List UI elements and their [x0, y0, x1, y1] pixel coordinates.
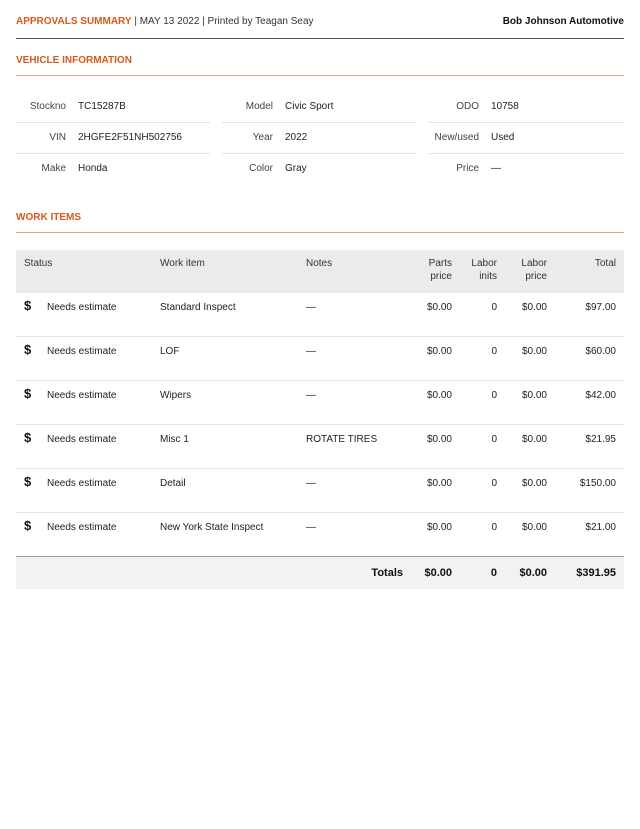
field-value: 10758 [491, 101, 519, 112]
row-status: Needs estimate [47, 390, 117, 401]
row-labor-inits: 0 [491, 522, 497, 533]
field-label: Stockno [29, 101, 66, 112]
table-row[interactable] [16, 469, 624, 513]
row-notes: — [306, 346, 316, 357]
row-labor-inits: 0 [491, 302, 497, 313]
row-status: Needs estimate [47, 478, 117, 489]
dollar-icon: $ [24, 474, 32, 489]
report-meta: | MAY 13 2022 | Printed by Teagan Seay [131, 16, 314, 27]
row-work-item: Wipers [160, 390, 192, 401]
row-notes: — [306, 390, 316, 401]
col-parts-price-line2: price [430, 270, 452, 282]
col-status: Status [24, 258, 53, 269]
row-notes: — [306, 302, 316, 313]
vehicle-field [16, 154, 210, 184]
row-labor-inits: 0 [491, 346, 497, 357]
table-header [16, 250, 624, 293]
row-parts-price: $0.00 [426, 434, 452, 445]
row-parts-price: $0.00 [426, 390, 452, 401]
vehicle-col-2 [222, 92, 416, 184]
field-label: Model [245, 101, 273, 112]
field-label: New/used [434, 132, 479, 143]
row-total: $21.00 [585, 522, 616, 533]
row-parts-price: $0.00 [426, 522, 452, 533]
row-labor-price: $0.00 [521, 302, 547, 313]
row-work-item: Misc 1 [160, 434, 189, 445]
dollar-icon: $ [24, 386, 32, 401]
report-header [16, 14, 624, 39]
row-notes: — [306, 522, 316, 533]
field-value: Honda [78, 163, 108, 174]
vehicle-section-title: VEHICLE INFORMATION [16, 55, 624, 76]
field-label: Color [249, 163, 273, 174]
col-labor-inits-line1: Labor [471, 258, 497, 269]
vehicle-field [222, 123, 416, 154]
totals-labor-inits: 0 [490, 567, 497, 579]
field-value: TC15287B [78, 101, 126, 112]
row-total: $42.00 [585, 390, 616, 401]
totals-row [16, 556, 624, 589]
col-labor-inits-line2: inits [479, 270, 497, 282]
row-labor-price: $0.00 [521, 522, 547, 533]
totals-parts-price: $0.00 [424, 567, 452, 579]
vehicle-col-3 [428, 92, 624, 184]
row-status: Needs estimate [47, 346, 117, 357]
col-total: Total [594, 258, 616, 269]
vehicle-field [428, 123, 624, 154]
table-row[interactable] [16, 425, 624, 469]
work-section-title: WORK ITEMS [16, 212, 624, 233]
header-left [16, 16, 314, 27]
vehicle-field [222, 92, 416, 123]
row-parts-price: $0.00 [426, 346, 452, 357]
row-work-item: New York State Inspect [160, 522, 264, 533]
row-work-item: Standard Inspect [160, 302, 236, 313]
row-total: $150.00 [579, 478, 616, 489]
report-title: APPROVALS SUMMARY [16, 16, 132, 27]
vehicle-col-1 [16, 92, 210, 184]
vehicle-field [428, 92, 624, 123]
dollar-icon: $ [24, 518, 32, 533]
col-labor-inits [462, 258, 497, 283]
vehicle-field [222, 154, 416, 184]
col-notes: Notes [306, 258, 333, 269]
table-row[interactable] [16, 381, 624, 425]
field-value: — [491, 163, 501, 174]
dollar-icon: $ [24, 342, 32, 357]
table-row[interactable] [16, 293, 624, 337]
field-value: Civic Sport [285, 101, 334, 112]
vehicle-field [428, 154, 624, 184]
col-labor-price [507, 258, 547, 283]
row-labor-price: $0.00 [521, 478, 547, 489]
row-notes: — [306, 478, 316, 489]
row-total: $97.00 [585, 302, 616, 313]
work-items-table [16, 250, 624, 589]
row-labor-inits: 0 [491, 434, 497, 445]
row-parts-price: $0.00 [426, 478, 452, 489]
field-value: Gray [285, 163, 307, 174]
row-status: Needs estimate [47, 522, 117, 533]
totals-label: Totals [371, 567, 403, 579]
col-work-item: Work item [160, 258, 205, 269]
row-total: $21.95 [585, 434, 616, 445]
table-row[interactable] [16, 337, 624, 381]
field-value: 2HGFE2F51NH502756 [78, 132, 182, 143]
table-row[interactable] [16, 513, 624, 556]
row-status: Needs estimate [47, 302, 117, 313]
totals-labor-price: $0.00 [519, 567, 547, 579]
field-label: Price [456, 163, 479, 174]
col-labor-price-line2: price [525, 270, 547, 282]
col-parts-price-line1: Parts [428, 258, 452, 269]
field-value: Used [491, 132, 515, 143]
field-label: Year [252, 132, 273, 143]
dollar-icon: $ [24, 430, 32, 445]
row-labor-price: $0.00 [521, 390, 547, 401]
field-label: ODO [456, 101, 479, 112]
vehicle-field [16, 123, 210, 154]
dollar-icon: $ [24, 298, 32, 313]
row-labor-inits: 0 [491, 478, 497, 489]
totals-total: $391.95 [576, 567, 616, 579]
field-label: VIN [49, 132, 66, 143]
row-labor-price: $0.00 [521, 346, 547, 357]
field-value: 2022 [285, 132, 308, 143]
col-parts-price [402, 258, 452, 283]
col-labor-price-line1: Labor [521, 258, 547, 269]
row-work-item: LOF [160, 346, 180, 357]
row-labor-price: $0.00 [521, 434, 547, 445]
row-labor-inits: 0 [491, 390, 497, 401]
row-parts-price: $0.00 [426, 302, 452, 313]
row-notes: ROTATE TIRES [306, 434, 378, 445]
dealer-name: Bob Johnson Automotive [502, 16, 624, 27]
field-label: Make [41, 163, 66, 174]
row-total: $60.00 [585, 346, 616, 357]
row-status: Needs estimate [47, 434, 117, 445]
vehicle-field [16, 92, 210, 123]
row-work-item: Detail [160, 478, 186, 489]
